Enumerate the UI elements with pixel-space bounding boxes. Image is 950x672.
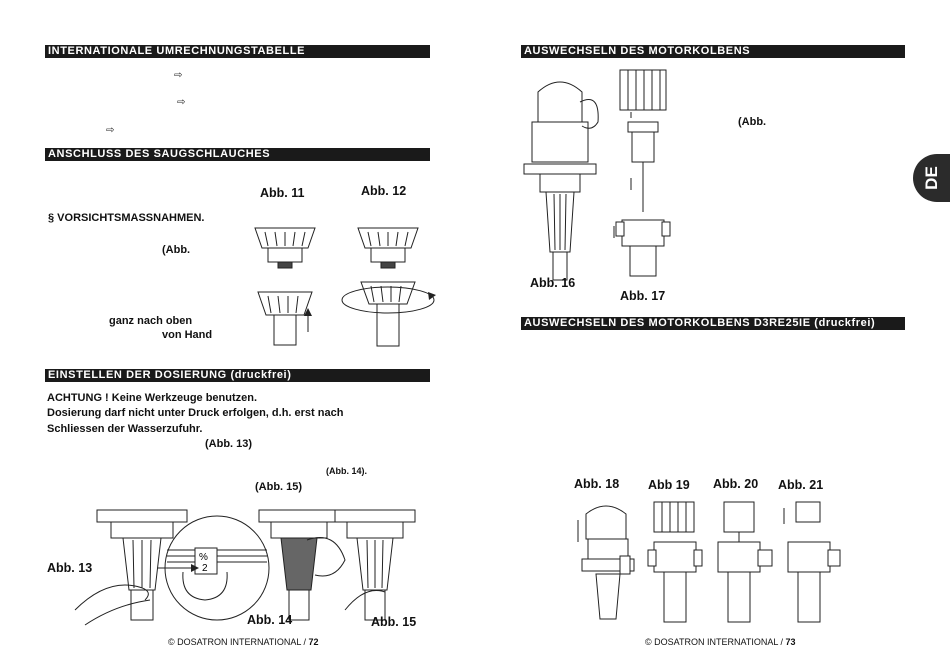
- figure-reference: (Abb.: [738, 116, 767, 128]
- figure-11-12-drawing: [230, 200, 440, 350]
- footer-company: DOSATRON INTERNATIONAL: [177, 637, 301, 647]
- figure-label-14: Abb. 14: [247, 613, 293, 627]
- figure-label-12: Abb. 12: [361, 184, 407, 198]
- copyright-icon: ©: [168, 637, 175, 647]
- dial-value: 2: [202, 563, 208, 574]
- figure-reference: (Abb. 15): [255, 481, 303, 493]
- section-heading-motor-piston: AUSWECHSELN DES MOTORKOLBENS: [521, 45, 905, 58]
- instruction-text: ganz nach oben: [109, 315, 193, 327]
- warning-text: Dosierung darf nicht unter Druck erfolgen, d.h. erst nach: [47, 407, 344, 419]
- section-heading-conversion-table: INTERNATIONALE UMRECHNUNGSTABELLE: [45, 45, 430, 58]
- arrow-icon: ⇨: [174, 70, 183, 81]
- page-footer-left: © DOSATRON INTERNATIONAL / 72: [168, 637, 319, 647]
- figure-label-13: Abb. 13: [47, 561, 93, 575]
- figure-16-17-drawing: [520, 62, 700, 292]
- figure-reference: (Abb. 14).: [326, 466, 368, 476]
- figure-label-11: Abb. 11: [260, 186, 305, 200]
- page-footer-right: © DOSATRON INTERNATIONAL / 73: [645, 637, 796, 647]
- page-number: 72: [308, 637, 319, 647]
- figure-label-15: Abb. 15: [371, 615, 417, 629]
- footer-company: DOSATRON INTERNATIONAL: [654, 637, 778, 647]
- instruction-text: von Hand: [162, 329, 213, 341]
- figure-label-17: Abb. 17: [620, 289, 666, 303]
- figure-reference: (Abb.: [162, 244, 191, 256]
- figure-label-18: Abb. 18: [574, 477, 620, 491]
- section-heading-motor-piston-d3re25ie: AUSWECHSELN DES MOTORKOLBENS D3RE25IE (druckfrei): [521, 317, 905, 330]
- warning-text: ACHTUNG ! Keine Werkzeuge benutzen.: [47, 392, 258, 404]
- figure-label-20: Abb. 20: [713, 477, 759, 491]
- dial-percent: %: [199, 552, 208, 563]
- page-number: 73: [785, 637, 796, 647]
- language-tab-label: DE: [922, 166, 941, 190]
- figure-label-19: Abb 19: [648, 478, 690, 492]
- figure-reference: (Abb. 13): [205, 438, 253, 450]
- figure-label-16: Abb. 16: [530, 276, 576, 290]
- precautions-text: § VORSICHTSMASSNAHMEN.: [48, 212, 205, 224]
- arrow-icon: ⇨: [177, 97, 186, 108]
- figure-label-21: Abb. 21: [778, 478, 824, 492]
- copyright-icon: ©: [645, 637, 652, 647]
- warning-text: Schliessen der Wasserzufuhr.: [47, 423, 203, 435]
- section-heading-suction-hose: ANSCHLUSS DES SAUGSCHLAUCHES: [45, 148, 430, 161]
- arrow-icon: ⇨: [106, 125, 115, 136]
- section-heading-dosage: EINSTELLEN DER DOSIERUNG (druckfrei): [45, 369, 430, 382]
- figure-18-21-drawing: [574, 494, 844, 634]
